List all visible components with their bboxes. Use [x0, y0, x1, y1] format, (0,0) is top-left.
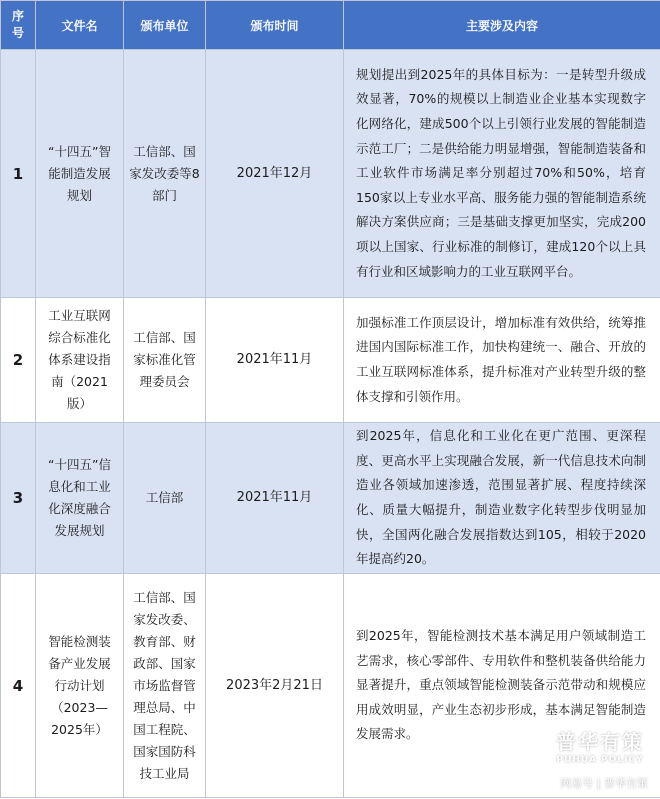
header-content: 主要涉及内容 — [344, 1, 660, 50]
row-number: 4 — [1, 574, 36, 798]
header-issuer: 颁布单位 — [124, 1, 206, 50]
footer-credit: 网易号 | 普华有策 — [560, 777, 648, 790]
document-name: “十四五”智能制造发展规划 — [36, 50, 124, 298]
main-content: 规划提出到2025年的具体目标为：一是转型升级成效显著，70%的规模以上制造业企业基本实现数字化网络化，建成500个以上引领行业发展的智能制造示范工厂；二是供给能力明显增强，智能制造装备和工业软件市场满足率分别超过70%和50%，培育150家以上专业水平高、服务能力强的智能制造系统解决方案供应商；三是基础支撑更加坚实，完成200项以上国家、行业标准的制修订，建成120个以上具有行业和区域影响力的工业互联网平台。 — [344, 50, 660, 298]
table-row — [1, 423, 660, 574]
main-content: 到2025年，智能检测技术基本满足用户领域制造工艺需求，核心零部件、专用软件和整机装备供给能力显著提升，重点领域智能检测装备示范带动和规模应用成效明显，产业生态初步形成，基本满足智能制造发展需求。 — [344, 574, 660, 798]
header-name: 文件名 — [36, 1, 124, 50]
issuing-body: 工信部、国家标准化管理委员会 — [124, 298, 206, 423]
document-name: 智能检测装备产业发展行动计划（2023—2025年） — [36, 574, 124, 798]
document-name: 工业互联网综合标准化体系建设指南（2021版） — [36, 298, 124, 423]
table-header-row — [1, 1, 660, 50]
row-number: 2 — [1, 298, 36, 423]
table-row — [1, 50, 660, 298]
issuing-body: 工信部、国家发改委等8部门 — [124, 50, 206, 298]
document-name: “十四五”信息化和工业化深度融合发展规划 — [36, 423, 124, 574]
issuing-body: 工信部 — [124, 423, 206, 574]
row-number: 1 — [1, 50, 36, 298]
header-date: 颁布时间 — [206, 1, 344, 50]
row-number: 3 — [1, 423, 36, 574]
issue-date: 2021年11月 — [206, 298, 344, 423]
watermark-name-cn: 普华有策 — [556, 730, 644, 754]
main-content: 加强标准工作顶层设计，增加标准有效供给，统筹推进国内国际标准工作，加快构建统一、融合、开放的工业互联网标准体系，提升标准对产业转型升级的整体支撑和引领作用。 — [344, 298, 660, 423]
issue-date: 2021年12月 — [206, 50, 344, 298]
header-no: 序号 — [1, 1, 36, 50]
issue-date: 2021年11月 — [206, 423, 344, 574]
watermark-name-en: PUHUA POLICY — [556, 755, 644, 765]
main-content: 到2025年，信息化和工业化在更广范围、更深程度、更高水平上实现融合发展，新一代信息技术向制造业各领域加速渗透，范围显著扩展、程度持续深化、质量大幅提升，制造业数字化转型步伐明显加快，全国两化融合发展指数达到105，相较于2020年提高约20。 — [344, 423, 660, 574]
issue-date: 2023年2月21日 — [206, 574, 344, 798]
issuing-body: 工信部、国家发改委、教育部、财政部、国家市场监督管理总局、中国工程院、国家国防科技工业局 — [124, 574, 206, 798]
table-row — [1, 298, 660, 423]
puhua-policy-watermark — [556, 730, 644, 766]
